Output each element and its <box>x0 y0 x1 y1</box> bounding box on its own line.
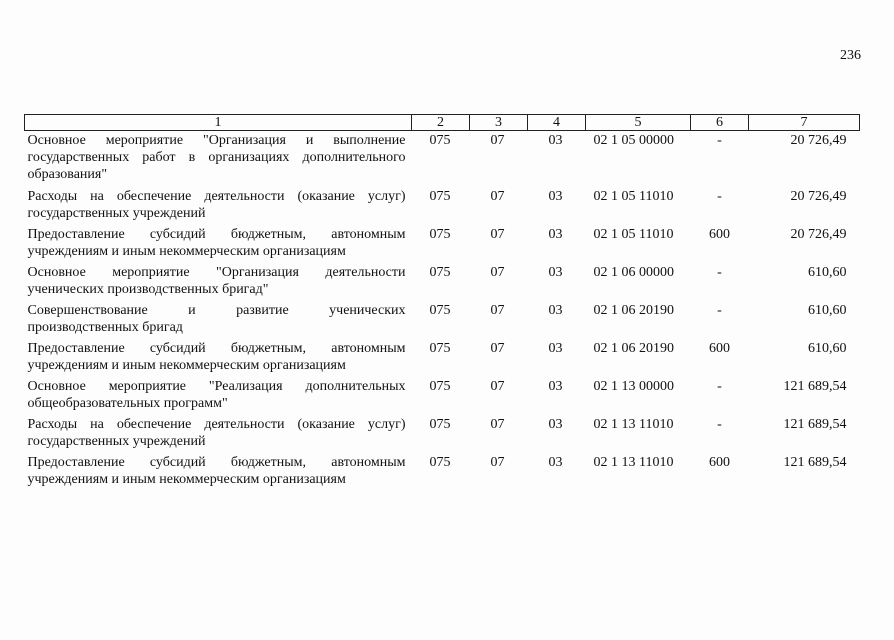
page-number: 236 <box>840 48 861 63</box>
row-subsection: 03 <box>548 189 563 204</box>
row-expense-type: - <box>717 417 722 432</box>
row-subsection: 03 <box>548 303 563 318</box>
row-expense-type: - <box>717 133 722 148</box>
table-row <box>25 131 860 188</box>
row-subsection: 03 <box>548 265 563 280</box>
row-target-article: 02 1 06 20190 <box>593 303 674 318</box>
row-amount: 610,60 <box>808 303 847 318</box>
row-subsection: 03 <box>548 455 563 470</box>
row-expense-type: - <box>717 265 722 280</box>
header-col-7: 7 <box>749 115 860 131</box>
budget-table <box>24 114 860 491</box>
row-name: Основное мероприятие "Реализация дополнительных общеобразовательных программ" <box>27 379 406 411</box>
row-admin-code: 075 <box>429 133 451 148</box>
row-section: 07 <box>490 379 505 394</box>
header-col-3: 3 <box>470 115 528 131</box>
row-admin-code: 075 <box>429 379 451 394</box>
row-admin-code: 075 <box>429 227 451 242</box>
row-admin-code: 075 <box>429 455 451 470</box>
row-section: 07 <box>490 227 505 242</box>
row-subsection: 03 <box>548 227 563 242</box>
row-amount: 610,60 <box>808 265 847 280</box>
row-name: Основное мероприятие "Организация деятельности ученических производственных бригад" <box>27 265 406 297</box>
row-section: 07 <box>490 341 505 356</box>
row-expense-type: - <box>717 379 722 394</box>
row-section: 07 <box>490 265 505 280</box>
row-admin-code: 075 <box>429 303 451 318</box>
row-section: 07 <box>490 303 505 318</box>
row-amount: 610,60 <box>808 341 847 356</box>
row-name: Основное мероприятие "Организация и выполнение государственных работ в организациях дополнительного образования" <box>27 133 406 182</box>
row-target-article: 02 1 05 00000 <box>593 133 674 148</box>
row-name: Совершенствование и развитие ученических производственных бригад <box>27 303 406 335</box>
row-amount: 20 726,49 <box>790 189 847 204</box>
table-row <box>25 225 860 263</box>
row-target-article: 02 1 05 11010 <box>593 227 674 242</box>
row-subsection: 03 <box>548 417 563 432</box>
row-amount: 121 689,54 <box>783 379 847 394</box>
row-admin-code: 075 <box>429 189 451 204</box>
row-subsection: 03 <box>548 133 563 148</box>
row-amount: 20 726,49 <box>790 133 847 148</box>
header-col-1: 1 <box>25 115 412 131</box>
table-row <box>25 263 860 301</box>
header-row <box>25 115 860 131</box>
row-expense-type: 600 <box>709 341 730 356</box>
row-section: 07 <box>490 133 505 148</box>
row-target-article: 02 1 06 20190 <box>593 341 674 356</box>
row-amount: 121 689,54 <box>783 417 847 432</box>
row-admin-code: 075 <box>429 417 451 432</box>
header-col-6: 6 <box>691 115 749 131</box>
header-col-5: 5 <box>586 115 691 131</box>
table-row <box>25 339 860 377</box>
row-name: Расходы на обеспечение деятельности (оказание услуг) государственных учреждений <box>27 189 406 221</box>
table-row <box>25 415 860 453</box>
row-expense-type: - <box>717 189 722 204</box>
row-target-article: 02 1 13 11010 <box>593 417 674 432</box>
row-expense-type: 600 <box>709 455 730 470</box>
row-target-article: 02 1 06 00000 <box>593 265 674 280</box>
row-name: Предоставление субсидий бюджетным, автономным учреждениям и иным некоммерческим организациям <box>27 455 406 487</box>
table-row <box>25 453 860 491</box>
table-row <box>25 377 860 415</box>
row-section: 07 <box>490 417 505 432</box>
row-expense-type: 600 <box>709 227 730 242</box>
table-body <box>25 131 860 492</box>
row-subsection: 03 <box>548 341 563 356</box>
table-row <box>25 187 860 225</box>
row-name: Предоставление субсидий бюджетным, автономным учреждениям и иным некоммерческим организациям <box>27 227 406 259</box>
row-amount: 20 726,49 <box>790 227 847 242</box>
row-name: Предоставление субсидий бюджетным, автономным учреждениям и иным некоммерческим организациям <box>27 341 406 373</box>
row-target-article: 02 1 05 11010 <box>593 189 674 204</box>
row-target-article: 02 1 13 11010 <box>593 455 674 470</box>
row-section: 07 <box>490 189 505 204</box>
header-col-2: 2 <box>412 115 470 131</box>
header-col-4: 4 <box>528 115 586 131</box>
table-header <box>25 115 860 131</box>
table-row <box>25 301 860 339</box>
row-subsection: 03 <box>548 379 563 394</box>
row-admin-code: 075 <box>429 265 451 280</box>
row-target-article: 02 1 13 00000 <box>593 379 674 394</box>
row-admin-code: 075 <box>429 341 451 356</box>
row-name: Расходы на обеспечение деятельности (оказание услуг) государственных учреждений <box>27 417 406 449</box>
row-section: 07 <box>490 455 505 470</box>
row-amount: 121 689,54 <box>783 455 847 470</box>
row-expense-type: - <box>717 303 722 318</box>
